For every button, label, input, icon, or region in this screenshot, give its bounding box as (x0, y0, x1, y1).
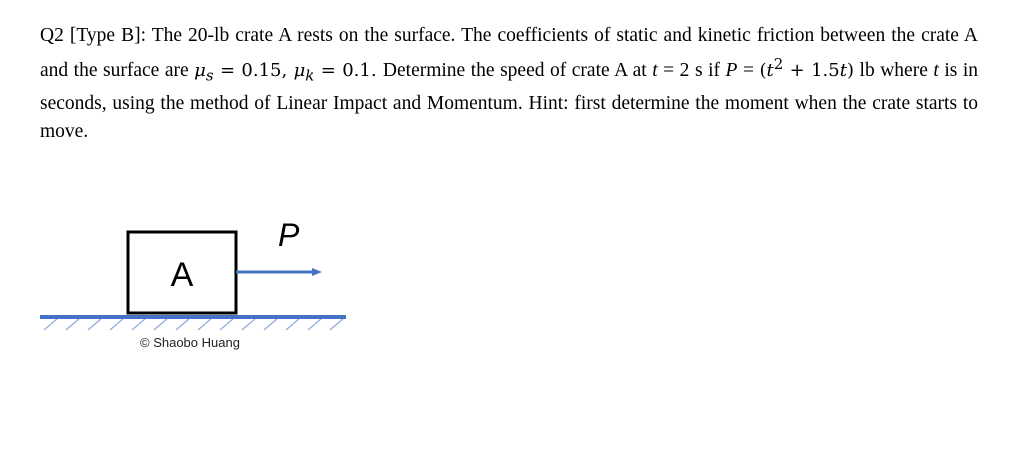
formula-coefficient: + 1.5 (783, 60, 840, 81)
mu-k-subscript: k (305, 66, 315, 85)
time-variable: t (652, 60, 658, 81)
problem-text-part-2: Determine the speed of crate A at (382, 60, 653, 81)
mu-k-symbol: μ (293, 60, 306, 81)
mu-s-value: = 0.15, (213, 60, 294, 81)
formula-t: t (766, 60, 774, 81)
mu-s-symbol: μ (194, 60, 206, 81)
formula-open-paren: ( (759, 60, 767, 81)
crate-label: A (170, 256, 194, 294)
formula-close-paren: ) (846, 60, 854, 81)
formula-t-linear: t (839, 60, 847, 81)
force-variable: P (725, 60, 738, 81)
problem-text-part-6: is in seconds, using the method of Linear Impact and Momentum. Hint: first determine the moment when the crate starts to move. (40, 60, 979, 142)
copyright-text: © Shaobo Huang (140, 335, 240, 350)
question-label: Q2 [Type B]: (40, 25, 147, 46)
ground-hatching (44, 318, 344, 330)
problem-text-part-3: = 2 s if (657, 60, 726, 81)
mu-k-value: = 0.1. (314, 60, 383, 81)
mu-s-subscript: s (205, 66, 214, 85)
force-label: P (278, 217, 300, 253)
problem-text-part-5: lb where (854, 60, 934, 81)
time-variable-2: t (933, 60, 939, 81)
problem-text-part-1: The 20-lb crate A rests on the surface. The coefficients of static and kinetic friction between the crate A and the surface are (40, 25, 979, 81)
problem-text-part-4: = (737, 60, 760, 81)
formula-exponent: 2 (773, 55, 784, 73)
